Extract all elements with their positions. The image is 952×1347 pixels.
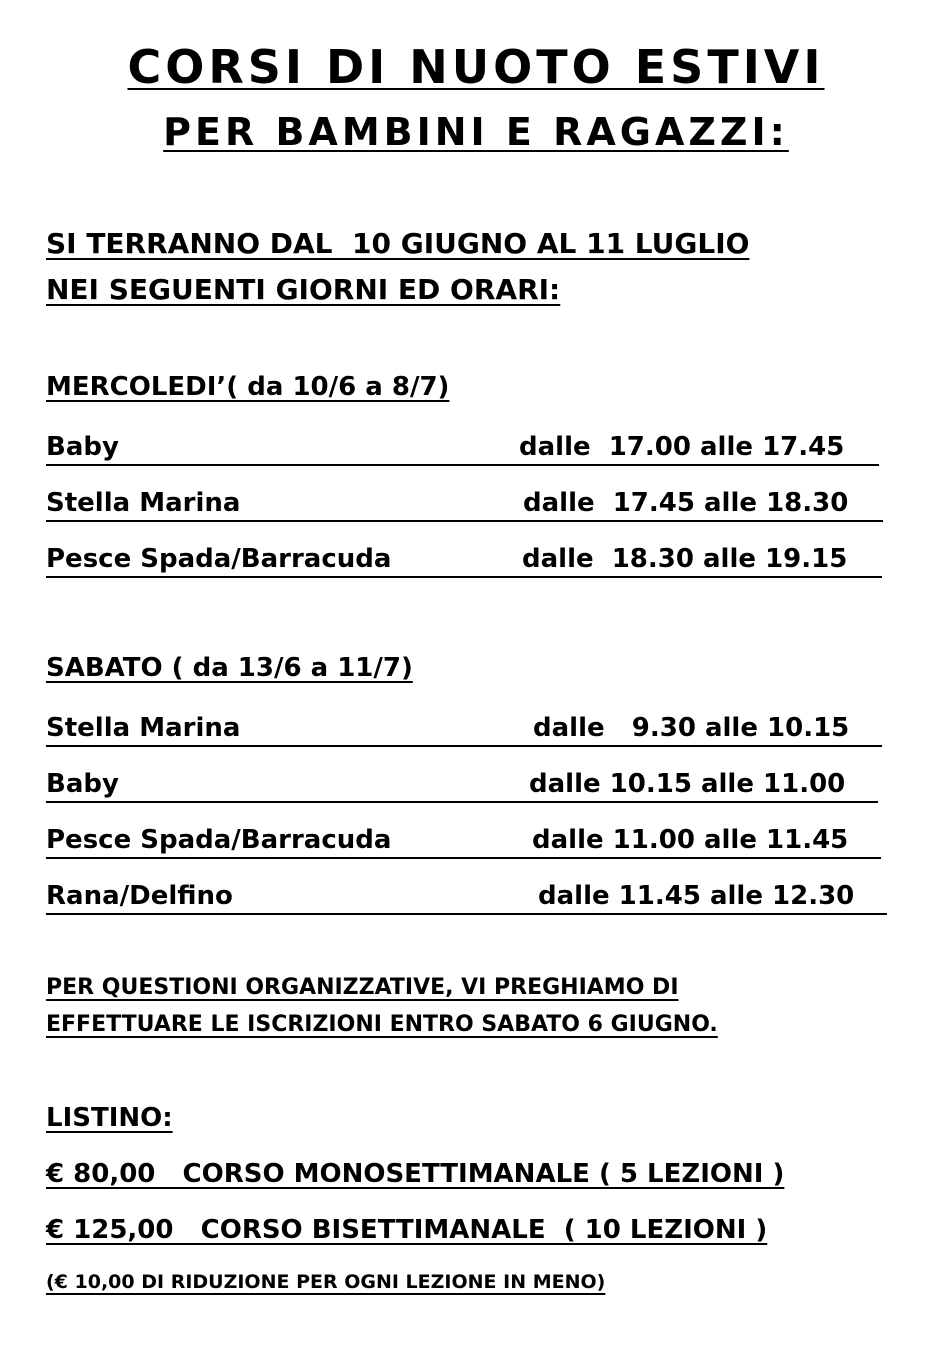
registration-notice-line-2: EFFETTUARE LE ISCRIZIONI ENTRO SABATO 6 GIUGNO.: [46, 1012, 718, 1037]
schedule-row: [46, 428, 845, 462]
course-time: dalle 17.45 alle 18.30: [523, 488, 849, 518]
price-item-biweekly: € 125,00 CORSO BISETTIMANALE ( 10 LEZIONI ): [46, 1215, 768, 1245]
course-name: Baby: [46, 432, 119, 462]
page-subtitle: PER BAMBINI E RAGAZZI:: [163, 110, 789, 154]
course-time: dalle 11.00 alle 11.45: [532, 825, 849, 855]
course-time: dalle 10.15 alle 11.00: [529, 769, 846, 799]
row-underline: [46, 857, 881, 859]
course-name: Rana/Delfino: [46, 881, 233, 911]
course-name: Pesce Spada/Barracuda: [46, 825, 392, 855]
course-name: Stella Marina: [46, 713, 241, 743]
schedule-row: [46, 821, 849, 855]
registration-notice-line-1: PER QUESTIONI ORGANIZZATIVE, VI PREGHIAMO DI: [46, 975, 679, 1000]
saturday-heading: SABATO ( da 13/6 a 11/7): [46, 653, 413, 683]
pricing-heading: LISTINO:: [46, 1103, 173, 1133]
row-underline: [46, 913, 887, 915]
row-underline: [46, 801, 878, 803]
course-name: Stella Marina: [46, 488, 241, 518]
row-underline: [46, 464, 879, 466]
wednesday-heading: MERCOLEDI’( da 10/6 a 8/7): [46, 372, 450, 402]
schedule-row: [46, 765, 846, 799]
course-name: Pesce Spada/Barracuda: [46, 544, 392, 574]
course-time: dalle 17.00 alle 17.45: [519, 432, 845, 462]
intro-dates-line: SI TERRANNO DAL 10 GIUGNO AL 11 LUGLIO: [46, 227, 750, 260]
schedule-row: [46, 877, 855, 911]
price-item-weekly: € 80,00 CORSO MONOSETTIMANALE ( 5 LEZIONI ): [46, 1159, 785, 1189]
course-name: Baby: [46, 769, 119, 799]
schedule-row: [46, 484, 849, 518]
schedule-row: [46, 540, 848, 574]
row-underline: [46, 520, 883, 522]
course-time: dalle 18.30 alle 19.15: [522, 544, 848, 574]
course-time: dalle 9.30 alle 10.15: [533, 713, 850, 743]
row-underline: [46, 745, 882, 747]
row-underline: [46, 576, 882, 578]
intro-schedule-line: NEI SEGUENTI GIORNI ED ORARI:: [46, 273, 561, 306]
schedule-row: [46, 709, 850, 743]
discount-note: (€ 10,00 DI RIDUZIONE PER OGNI LEZIONE IN MENO): [46, 1271, 606, 1293]
course-time: dalle 11.45 alle 12.30: [538, 881, 855, 911]
page-title: CORSI DI NUOTO ESTIVI: [127, 40, 825, 94]
